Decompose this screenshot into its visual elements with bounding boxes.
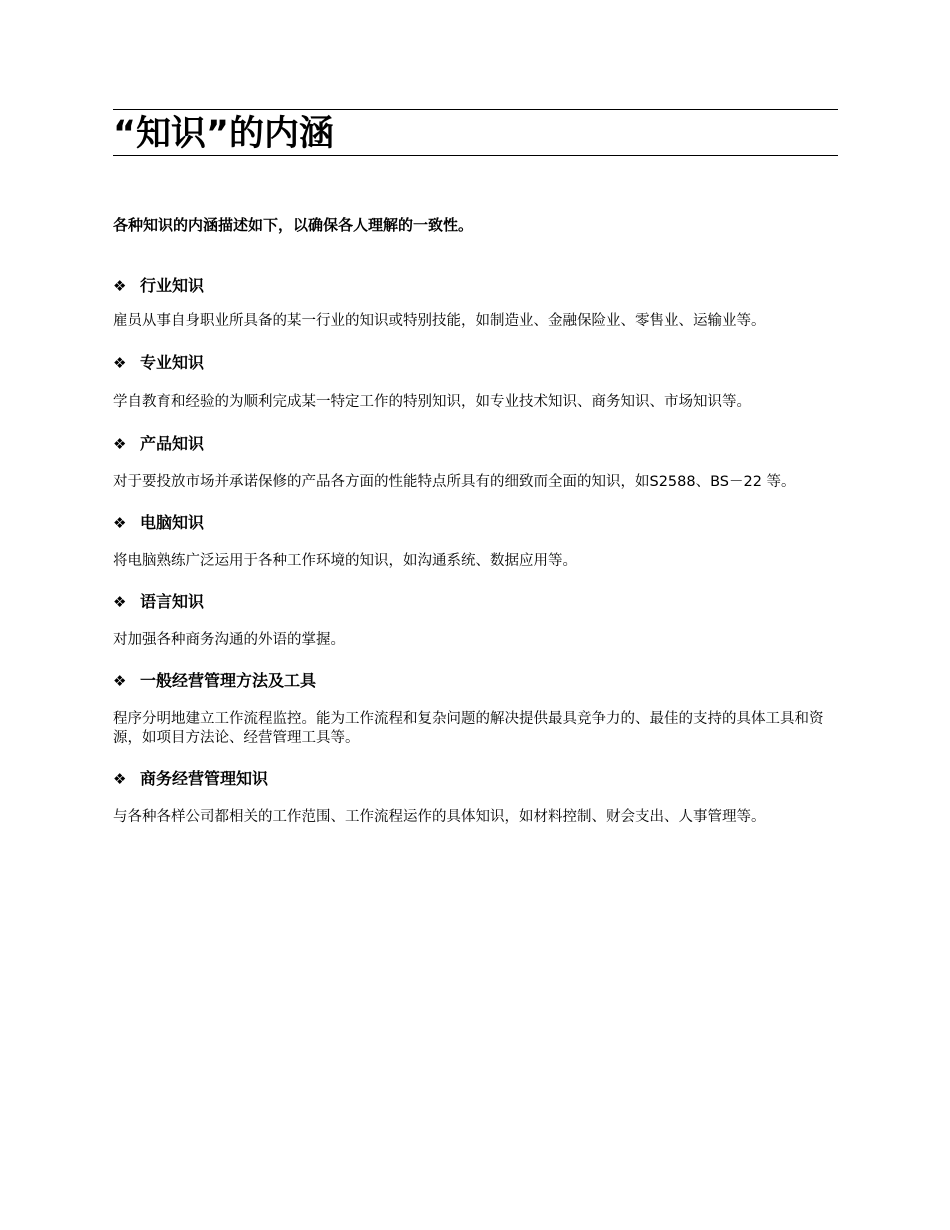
section-business-management-knowledge: [113, 769, 838, 827]
section-title: 电脑知识: [140, 513, 205, 532]
diamond-bullet-icon: ❖: [113, 435, 127, 453]
section-body: 对加强各种商务沟通的外语的掌握。: [113, 632, 345, 648]
section-heading-row: [113, 353, 838, 373]
section-industry-knowledge: [113, 276, 838, 331]
section-heading-row: [113, 671, 838, 691]
title-block: [113, 109, 838, 156]
section-body: 雇员从事自身职业所具备的某一行业的知识或特别技能，如制造业、金融保险业、零售业、运输业等。: [113, 313, 766, 329]
section-body: 将电脑熟练广泛运用于各种工作环境的知识，如沟通系统、数据应用等。: [113, 553, 577, 569]
section-body: 学自教育和经验的为顺利完成某一特定工作的特别知识，如专业技术知识、商务知识、市场知识等。: [113, 394, 751, 410]
section-product-knowledge: [113, 434, 838, 492]
section-body: 程序分明地建立工作流程监控。能为工作流程和复杂问题的解决提供最具竞争力的、最佳的支持的具体工具和资源，如项目方法论、经营管理工具等。: [113, 711, 824, 746]
section-title: 产品知识: [140, 434, 205, 453]
section-title: 语言知识: [140, 592, 205, 611]
diamond-bullet-icon: ❖: [113, 514, 127, 532]
section-heading-row: [113, 592, 838, 612]
section-title: 一般经营管理方法及工具: [140, 671, 317, 690]
section-title: 行业知识: [140, 276, 205, 295]
section-general-management-tools: [113, 671, 838, 748]
section-title: 专业知识: [140, 353, 205, 372]
section-heading-row: [113, 276, 838, 296]
section-heading-row: [113, 769, 838, 789]
diamond-bullet-icon: ❖: [113, 593, 127, 611]
diamond-bullet-icon: ❖: [113, 770, 127, 788]
section-heading-row: [113, 434, 838, 454]
intro-text: 各种知识的内涵描述如下，以确保各人理解的一致性。: [113, 216, 474, 234]
section-body: 对于要投放市场并承诺保修的产品各方面的性能特点所具有的细致而全面的知识，如S2588、BS－22 等。: [113, 474, 796, 490]
page-title: “知识”的内涵: [113, 114, 335, 154]
section-body: 与各种各样公司都相关的工作范围、工作流程运作的具体知识，如材料控制、财会支出、人事管理等。: [113, 809, 766, 825]
document-page: [113, 109, 838, 827]
section-heading-row: [113, 513, 838, 533]
section-title: 商务经营管理知识: [140, 769, 269, 788]
diamond-bullet-icon: ❖: [113, 277, 127, 295]
section-computer-knowledge: [113, 513, 838, 571]
section-professional-knowledge: [113, 353, 838, 412]
section-language-knowledge: [113, 592, 838, 650]
diamond-bullet-icon: ❖: [113, 354, 127, 372]
diamond-bullet-icon: ❖: [113, 672, 127, 690]
